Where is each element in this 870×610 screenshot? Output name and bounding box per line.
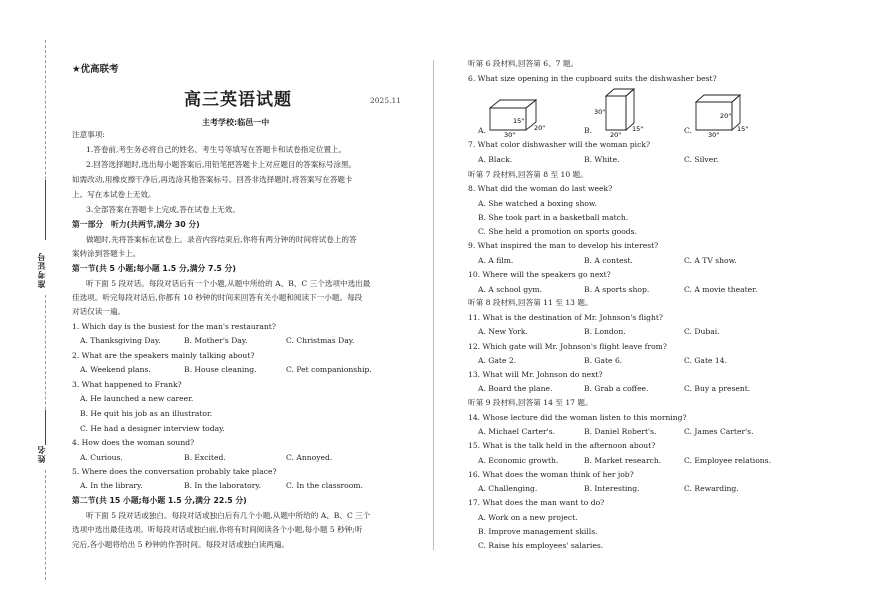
q8-option-c: C. She held a promotion on sports goods.: [478, 227, 637, 236]
q14-option-b: B. Daniel Robert's.: [584, 427, 657, 436]
q4-option-c: C. Annoyed.: [286, 453, 333, 462]
part1-intro: 案转涂到答题卡上。: [72, 249, 141, 258]
section2-intro: 听下面 5 段对话或独白。每段对话或独白后有几个小题,从题中所给的 A、B、C 三个: [86, 511, 371, 520]
material-9-instruction: 听第 9 段材料,回答第 14 至 17 题。: [468, 398, 593, 407]
q9-option-b: B. A contest.: [584, 256, 633, 265]
question-9: 9. What inspired the man to develop his interest?: [468, 241, 659, 250]
section2-intro: 完后,各小题将给出 5 秒钟的作答时间。每段对话或独白读两遍。: [72, 540, 290, 549]
question-8: 8. What did the woman do last week?: [468, 184, 613, 193]
q13-option-c: C. Buy a present.: [684, 384, 751, 393]
q17-option-a: A. Work on a new project.: [478, 513, 578, 522]
section1-heading: 第一节(共 5 小题;每小题 1.5 分,满分 7.5 分): [72, 264, 236, 273]
q3-option-a: A. He launched a new career.: [80, 394, 194, 403]
binding-dashed-line: [45, 470, 46, 580]
notice-item: 1.答卷前,考生务必将自己的姓名、考生号等填写在答题卡和试卷指定位置上。: [86, 145, 347, 154]
question-12: 12. Which gate will Mr. Johnson's flight leave from?: [468, 342, 667, 351]
q9-option-a: A. A film.: [478, 256, 514, 265]
q6a-depth-label: 20": [534, 124, 546, 132]
section1-intro: 对话仅读一遍。: [72, 307, 126, 316]
q6a-width-label: 30": [504, 131, 516, 138]
q17-option-c: C. Raise his employees' salaries.: [478, 541, 604, 550]
q6b-depth-label: 15": [632, 125, 644, 133]
notice-item: 如需改动,用橡皮擦干净后,再选涂其他答案标号。回答非选择题时,将答案写在答题卡: [72, 175, 353, 184]
question-13: 13. What will Mr. Johnson do next?: [468, 370, 603, 379]
q6a-height-label: 15": [513, 117, 525, 125]
q13-option-b: B. Grab a coffee.: [584, 384, 649, 393]
q8-option-a: A. She watched a boxing show.: [478, 199, 597, 208]
question-6: 6. What size opening in the cupboard suits the dishwasher best?: [468, 74, 717, 83]
name-label: 姓名: [37, 445, 46, 463]
q6c-height-label: 20": [720, 112, 732, 120]
section1-intro: 佳选项。听完每段对话后,你都有 10 秒钟的时间来回答有关小题和阅读下一小题。每段: [72, 293, 363, 302]
section2-heading: 第二节(共 15 小题;每小题 1.5 分,满分 22.5 分): [72, 496, 247, 505]
q4-option-a: A. Curious.: [80, 453, 123, 462]
q6-option-b-letter: B.: [584, 126, 592, 135]
part1-heading: 第一部分 听力(共两节,满分 30 分): [72, 220, 200, 229]
q6-option-c-box-figure: [692, 90, 752, 138]
q6-option-c-letter: C.: [684, 126, 692, 135]
section1-intro: 听下面 5 段对话。每段对话后有一个小题,从题中所给的 A、B、C 三个选项中选出最: [86, 279, 371, 288]
brand-label: ★优高联考: [72, 64, 119, 75]
notice-heading: 注意事项:: [72, 130, 105, 139]
q12-option-a: A. Gate 2.: [478, 356, 517, 365]
q4-option-b: B. Excited.: [184, 453, 226, 462]
q1-option-b: B. Mother's Day.: [184, 336, 248, 345]
host-school: 主考学校:临邑一中: [202, 118, 270, 127]
q11-option-b: B. London.: [584, 327, 626, 336]
exam-id-label: 准考证号: [37, 252, 46, 288]
q9-option-c: C. A TV show.: [684, 256, 737, 265]
q10-option-a: A. A school gym.: [478, 285, 543, 294]
q7-option-c: C. Silver.: [684, 155, 719, 164]
q15-option-b: B. Market research.: [584, 456, 662, 465]
question-2: 2. What are the speakers mainly talking about?: [72, 351, 255, 360]
binding-sidebar: [30, 0, 60, 610]
question-5: 5. Where does the conversation probably take place?: [72, 467, 277, 476]
q15-option-c: C. Employee relations.: [684, 456, 771, 465]
q16-option-b: B. Interesting.: [584, 484, 640, 493]
question-1: 1. Which day is the busiest for the man's restaurant?: [72, 322, 276, 331]
q6b-height-label: 30": [594, 108, 606, 116]
question-4: 4. How does the woman sound?: [72, 438, 195, 447]
q6-option-a-box-figure: [486, 96, 546, 138]
q5-option-c: C. In the classroom.: [286, 481, 363, 490]
q10-option-b: B. A sports shop.: [584, 285, 650, 294]
q8-option-b: B. She took part in a basketball match.: [478, 213, 629, 222]
q1-option-a: A. Thanksgiving Day.: [80, 336, 161, 345]
notice-item: 3.全部答案在答题卡上完成,答在试卷上无效。: [86, 205, 240, 214]
q11-option-c: C. Dubai.: [684, 327, 720, 336]
q10-option-c: C. A movie theater.: [684, 285, 758, 294]
exam-title: 高三英语试题: [184, 90, 292, 110]
question-10: 10. Where will the speakers go next?: [468, 270, 611, 279]
material-8-instruction: 听第 8 段材料,回答第 11 至 13 题。: [468, 298, 593, 307]
section2-intro: 选项中选出最佳选项。听每段对话或独白前,你将有时间阅读各个小题,每小题 5 秒钟;听: [72, 525, 363, 534]
notice-item: 2.回答选择题时,选出每小题答案后,用铅笔把答题卡上对应题目的答案标号涂黑。: [86, 160, 357, 169]
q5-option-a: A. In the library.: [80, 481, 143, 490]
column-divider: [433, 60, 434, 550]
q3-option-b: B. He quit his job as an illustrator.: [80, 409, 213, 418]
q2-option-a: A. Weekend plans.: [80, 365, 151, 374]
q12-option-c: C. Gate 14.: [684, 356, 727, 365]
q14-option-a: A. Michael Carter's.: [478, 427, 556, 436]
name-fill-line: [45, 410, 46, 445]
part1-intro: 做题时,先将答案标在试卷上。录音内容结束后,你将有两分钟的时间将试卷上的答: [86, 235, 357, 244]
q6b-width-label: 20": [610, 131, 622, 138]
question-14: 14. Whose lecture did the woman listen to this morning?: [468, 413, 687, 422]
q17-option-b: B. Improve management skills.: [478, 527, 598, 536]
question-15: 15. What is the talk held in the afternoon about?: [468, 441, 656, 450]
question-3: 3. What happened to Frank?: [72, 380, 182, 389]
q2-option-c: C. Pet companionship.: [286, 365, 372, 374]
exam-id-fill-line: [45, 180, 46, 240]
q7-option-a: A. Black.: [478, 155, 513, 164]
q6c-depth-label: 15": [737, 125, 749, 133]
q6-option-a-letter: A.: [478, 126, 486, 135]
exam-date: 2025.11: [370, 96, 402, 105]
q2-option-b: B. House cleaning.: [184, 365, 257, 374]
q6c-width-label: 30": [708, 131, 720, 138]
q6-option-b-box-figure: [592, 86, 648, 138]
q12-option-b: B. Gate 6.: [584, 356, 623, 365]
question-16: 16. What does the woman think of her job?: [468, 470, 634, 479]
q5-option-b: B. In the laboratory.: [184, 481, 262, 490]
q7-option-b: B. White.: [584, 155, 620, 164]
question-17: 17. What does the man want to do?: [468, 498, 605, 507]
notice-item: 上。写在本试卷上无效。: [72, 190, 156, 199]
question-7: 7. What color dishwasher will the woman pick?: [468, 140, 651, 149]
material-6-instruction: 听第 6 段材料,回答第 6、7 题。: [468, 59, 579, 68]
q1-option-c: C. Christmas Day.: [286, 336, 355, 345]
material-7-instruction: 听第 7 段材料,回答第 8 至 10 题。: [468, 170, 588, 179]
question-11: 11. What is the destination of Mr. Johnson's flight?: [468, 313, 663, 322]
q11-option-a: A. New York.: [478, 327, 528, 336]
q3-option-c: C. He had a designer interview today.: [80, 424, 225, 433]
q16-option-c: C. Rewarding.: [684, 484, 739, 493]
q13-option-a: A. Board the plane.: [478, 384, 553, 393]
q14-option-c: C. James Carter's.: [684, 427, 754, 436]
q15-option-a: A. Economic growth.: [478, 456, 559, 465]
q16-option-a: A. Challenging.: [478, 484, 538, 493]
